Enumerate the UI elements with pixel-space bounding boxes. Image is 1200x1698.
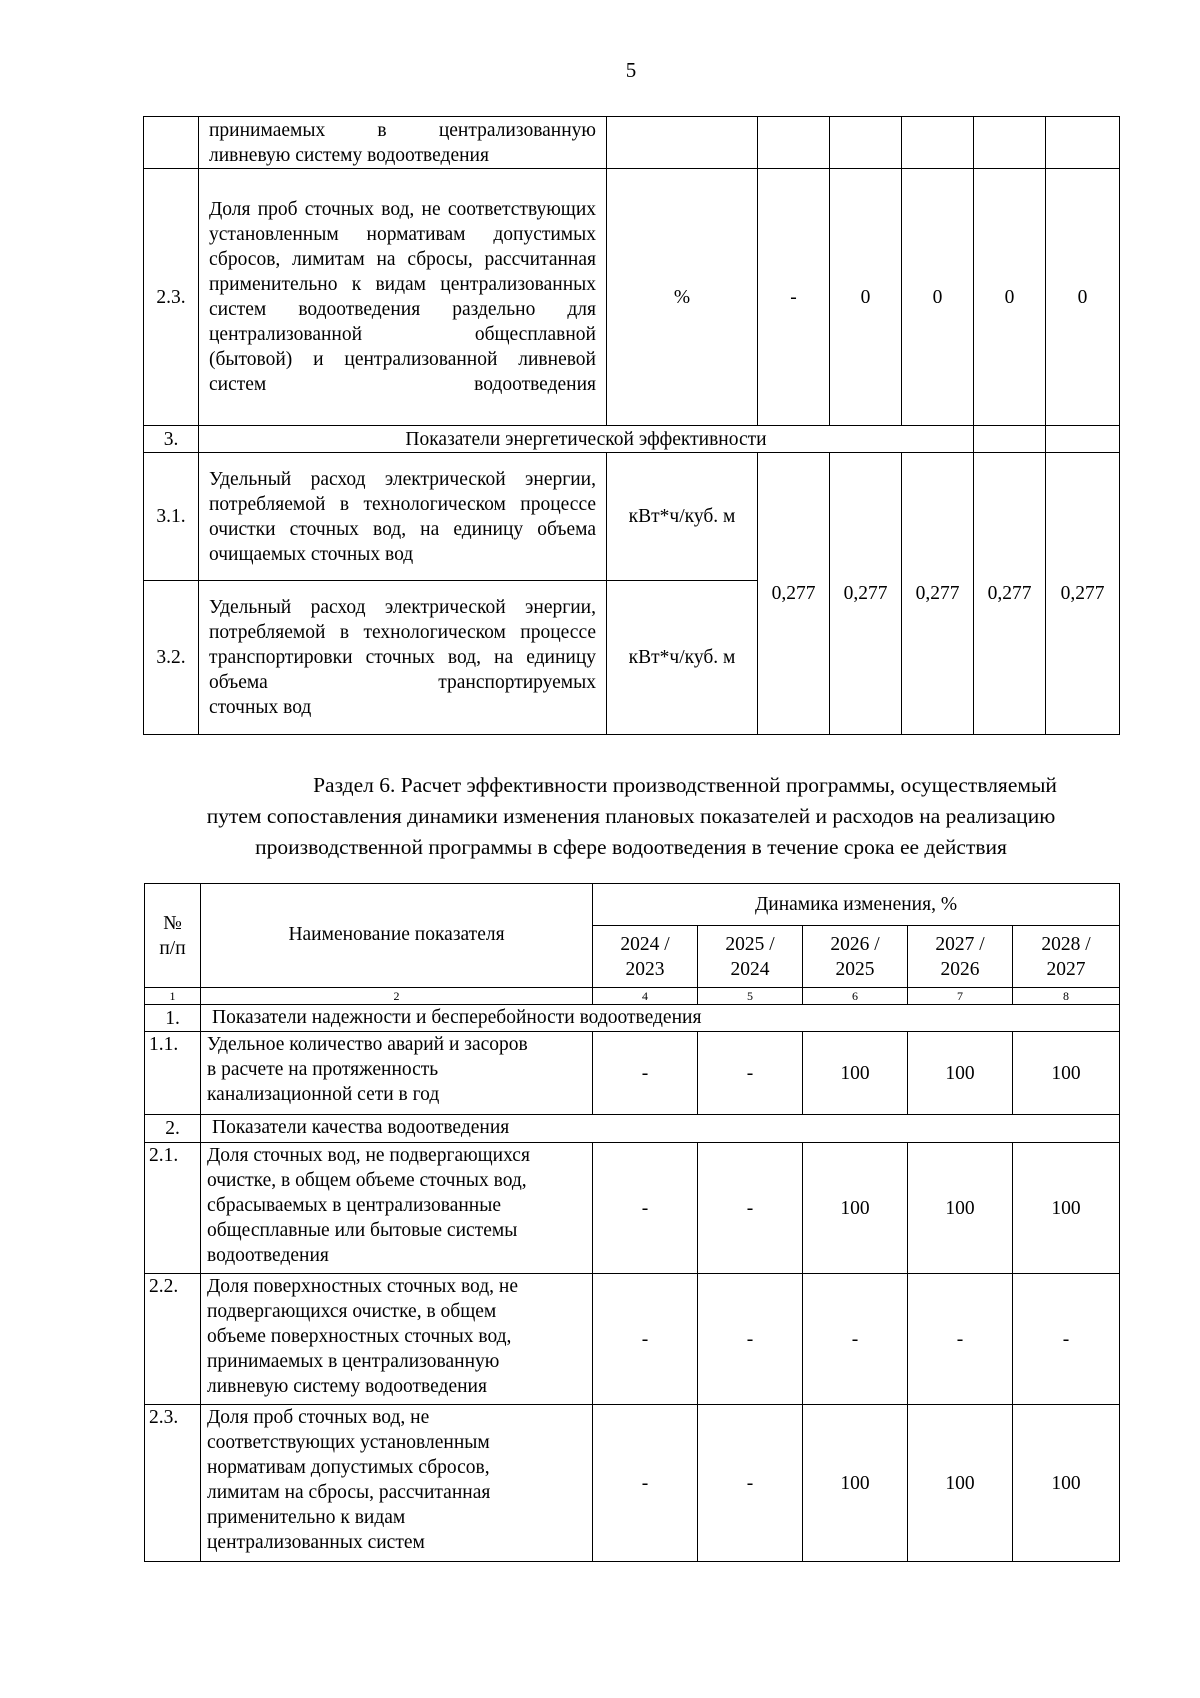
- header-num-sub: п/п: [159, 937, 186, 959]
- header-num-cell: [145, 884, 201, 988]
- indicator-name-cell: [199, 169, 607, 426]
- row-number-cell: 2.3.: [145, 1405, 201, 1562]
- value-cell: -: [593, 1143, 698, 1274]
- name-line: соответствующих установленным: [209, 199, 597, 245]
- value-cell: -: [698, 1405, 803, 1562]
- name-line: систем водоотведения: [209, 374, 596, 395]
- name-line: применительно к видам: [209, 274, 427, 295]
- year-header-cell: 2027 / 2026: [908, 926, 1013, 988]
- value-cell: 100: [908, 1405, 1013, 1562]
- value-cell: 100: [803, 1032, 908, 1115]
- value-cell: -: [593, 1405, 698, 1562]
- value-cell: -: [593, 1032, 698, 1115]
- row-number-cell: 3.1.: [144, 453, 199, 581]
- value-cell: 100: [803, 1143, 908, 1274]
- unit-cell: кВт*ч/куб. м: [607, 453, 758, 581]
- section-number-cell: 2.: [145, 1115, 201, 1143]
- year-header-cell: 2024 / 2023: [593, 926, 698, 988]
- name-line: Удельный расход электрической: [209, 597, 506, 618]
- section-row: [145, 1115, 1120, 1143]
- year-header-cell: 2028 / 2027: [1013, 926, 1120, 988]
- value-cell: 0: [974, 169, 1046, 426]
- year-header-cell: 2025 / 2024: [698, 926, 803, 988]
- merged-value-cell: 0,277: [974, 453, 1046, 735]
- column-number-row: [145, 988, 1120, 1005]
- row-number-cell: 1.1.: [145, 1032, 201, 1115]
- table-row: [145, 1143, 1120, 1274]
- value-cell: -: [1013, 1274, 1120, 1405]
- name-line: ливневую систему водоотведения: [209, 144, 489, 166]
- section-row: [144, 426, 1120, 453]
- indicator-name-cell: [199, 581, 607, 735]
- name-line: технологическом процессе очистки: [209, 493, 596, 540]
- value-cell: -: [908, 1274, 1013, 1405]
- section-number-cell: 1.: [145, 1005, 201, 1032]
- name-line: транспортировки сточных вод, на: [209, 647, 514, 668]
- column-number: 5: [698, 988, 803, 1005]
- header-row: [145, 884, 1120, 926]
- name-line: Удельный расход электрической: [209, 468, 506, 490]
- name-line: принимаемых в централизованную: [209, 119, 596, 141]
- column-number: 2: [201, 988, 593, 1005]
- table-row: [144, 453, 1120, 581]
- year-header-cell: 2026 / 2025: [803, 926, 908, 988]
- row-number-cell: 2.3.: [144, 169, 199, 426]
- value-cell: -: [698, 1032, 803, 1115]
- name-line: энергии, потребляемой в: [209, 468, 596, 515]
- name-line: сточных вод: [209, 697, 312, 718]
- indicator-name-cell: Доля сточных вод, не подвергающихся очистке, в общем объеме сточных вод, сбрасываемых в централизованные общесплавные или бытовые системы водоотведения: [201, 1143, 593, 1274]
- table-row: [145, 1274, 1120, 1405]
- name-line: Доля проб сточных вод, не: [209, 199, 441, 220]
- name-line: сточных вод, на единицу объема: [289, 518, 597, 540]
- row-number-cell: 2.2.: [145, 1274, 201, 1405]
- value-cell: 100: [1013, 1405, 1120, 1562]
- row-number-cell: 3.2.: [144, 581, 199, 735]
- section-title-cell: Показатели энергетической эффективности: [199, 426, 974, 453]
- name-line: лимитам на сбросы, рассчитанная: [292, 249, 596, 270]
- name-line: технологическом процессе: [363, 622, 596, 643]
- value-cell: 100: [1013, 1143, 1120, 1274]
- page-number: 5: [625, 58, 637, 82]
- table-row: [144, 169, 1120, 426]
- value-cell: -: [803, 1274, 908, 1405]
- section-title-cell: Показатели качества водоотведения: [201, 1115, 1120, 1143]
- value-cell: 100: [908, 1032, 1013, 1115]
- header-num: №: [163, 912, 182, 934]
- indicators-table-continued: [143, 116, 1120, 735]
- value-cell: 100: [908, 1143, 1013, 1274]
- row-number-cell: 2.1.: [145, 1143, 201, 1274]
- unit-cell: кВт*ч/куб. м: [607, 581, 758, 735]
- heading-line: производственной программы в сфере водоотведения в течение срока ее действия: [255, 835, 1007, 859]
- table-row: [145, 1032, 1120, 1115]
- value-cell: -: [593, 1274, 698, 1405]
- header-name-cell: Наименование показателя: [201, 884, 593, 988]
- section-row: [145, 1005, 1120, 1032]
- name-line: энергии, потребляемой в: [209, 597, 596, 643]
- indicator-name-cell: Доля проб сточных вод, не соответствующих установленным нормативам допустимых сбросов, лимитам на сбросы, рассчитанная применительно к видам централизованных систем: [201, 1405, 593, 1562]
- column-number: 8: [1013, 988, 1120, 1005]
- name-line: очищаемых сточных вод: [209, 543, 414, 565]
- column-number: 6: [803, 988, 908, 1005]
- merged-value-cell: 0,277: [758, 453, 830, 735]
- table-row: [145, 1405, 1120, 1562]
- row-number-cell: [144, 117, 199, 169]
- table-row: [144, 117, 1120, 169]
- name-line: централизованных систем: [209, 274, 596, 320]
- header-dynamics-cell: Динамика изменения, %: [593, 884, 1120, 926]
- name-line: централизованной общесплавной: [209, 324, 596, 345]
- column-number: 4: [593, 988, 698, 1005]
- value-cell: 0: [902, 169, 974, 426]
- heading-line: путем сопоставления динамики изменения плановых показателей и расходов на реализацию: [206, 804, 1056, 828]
- merged-value-cell: 0,277: [902, 453, 974, 735]
- efficiency-dynamics-table: [144, 883, 1120, 1562]
- merged-value-cell: 0,277: [1046, 453, 1120, 735]
- name-line: нормативам допустимых сбросов,: [209, 224, 596, 270]
- indicator-name-cell: Удельное количество аварий и засоров в расчете на протяженность канализационной сети в год: [201, 1032, 593, 1115]
- heading-line: Раздел 6. Расчет эффективности производственной программы, осуществляемый: [313, 773, 1057, 797]
- indicator-name-cell: Доля поверхностных сточных вод, не подвергающихся очистке, в общем объеме поверхностных сточных вод, принимаемых в централизованную ливневую систему водоотведения: [201, 1274, 593, 1405]
- merged-value-cell: 0,277: [830, 453, 902, 735]
- section6-heading: [0, 770, 1200, 863]
- column-number: 1: [145, 988, 201, 1005]
- value-cell: 0: [1046, 169, 1120, 426]
- column-number: 7: [908, 988, 1013, 1005]
- name-line: (бытовой) и централизованной ливневой: [209, 349, 596, 370]
- name-line: водоотведения раздельно для: [298, 299, 597, 320]
- value-cell: 100: [1013, 1032, 1120, 1115]
- value-cell: 0: [830, 169, 902, 426]
- section-number-cell: 3.: [144, 426, 199, 453]
- unit-cell: %: [607, 169, 758, 426]
- value-cell: -: [758, 169, 830, 426]
- name-line: единицу объема транспортируемых: [209, 647, 597, 693]
- indicator-name-cell: [199, 117, 607, 169]
- value-cell: -: [698, 1143, 803, 1274]
- value-cell: 100: [803, 1405, 908, 1562]
- section-title-cell: Показатели надежности и бесперебойности водоотведения: [201, 1005, 1120, 1032]
- value-cell: -: [698, 1274, 803, 1405]
- indicator-name-cell: [199, 453, 607, 581]
